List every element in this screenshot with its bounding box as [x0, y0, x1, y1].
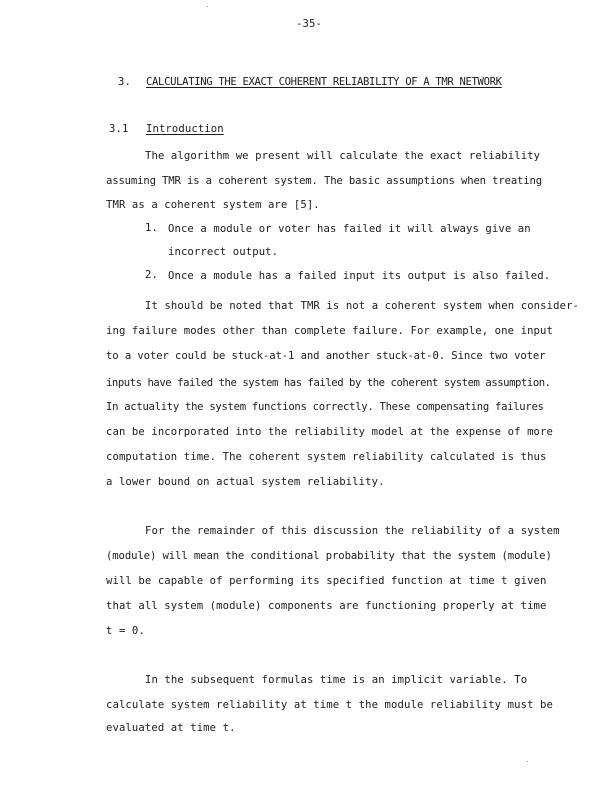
section-title: CALCULATING THE EXACT COHERENT RELIABILITY OF A TMR NETWORK [146, 76, 502, 88]
paragraph-line: The algorithm we present will calculate the exact reliability [145, 150, 541, 162]
list-item-line: incorrect output. [168, 246, 279, 258]
paragraph-line: assuming TMR is a coherent system. The basic assumptions when treating [106, 175, 542, 187]
paragraph-line: computation time. The coherent system reliability calculated is thus [106, 451, 547, 463]
section-number: 3. [118, 76, 131, 88]
scan-speck [207, 6, 208, 7]
subsection-title: Introduction [146, 123, 224, 135]
paragraph-line: In actuality the system functions correctly. These compensating failures [106, 401, 544, 413]
subsection-number: 3.1 [109, 123, 129, 135]
paragraph-line: can be incorporated into the reliability model at the expense of more [106, 426, 553, 438]
paragraph-line: (module) will mean the conditional probability that the system (module) [106, 550, 552, 562]
paragraph-line: It should be noted that TMR is not a coherent system when consider- [145, 300, 580, 312]
paragraph-line: ing failure modes other than complete failure. For example, one input [106, 325, 553, 337]
paragraph-line: inputs have failed the system has failed by the coherent system assumption. [106, 377, 551, 389]
paragraph-line: to a voter could be stuck-at-1 and another stuck-at-0. Since two voter [106, 350, 546, 362]
paragraph-line: In the subsequent formulas time is an implicit variable. To [145, 674, 528, 686]
paragraph-line: t = 0. [106, 625, 145, 637]
paragraph-line: a lower bound on actual system reliability. [106, 476, 385, 488]
list-item-number: 2. [145, 269, 158, 281]
list-item-line: Once a module or voter has failed it will always give an [168, 223, 531, 235]
page-number: -35- [296, 18, 322, 30]
list-item-line: Once a module has a failed input its output is also failed. [168, 270, 551, 282]
paragraph-line: that all system (module) components are functioning properly at time [106, 600, 547, 612]
list-item-number: 1. [145, 222, 158, 234]
scan-speck [527, 761, 528, 762]
paragraph-line: will be capable of performing its specified function at time t given [106, 575, 547, 587]
paragraph-line: evaluated at time t. [106, 722, 236, 734]
paragraph-line: calculate system reliability at time t the module reliability must be [106, 699, 553, 711]
paragraph-line: TMR as a coherent system are [5]. [106, 199, 320, 211]
paragraph-line: For the remainder of this discussion the reliability of a system [145, 525, 560, 537]
